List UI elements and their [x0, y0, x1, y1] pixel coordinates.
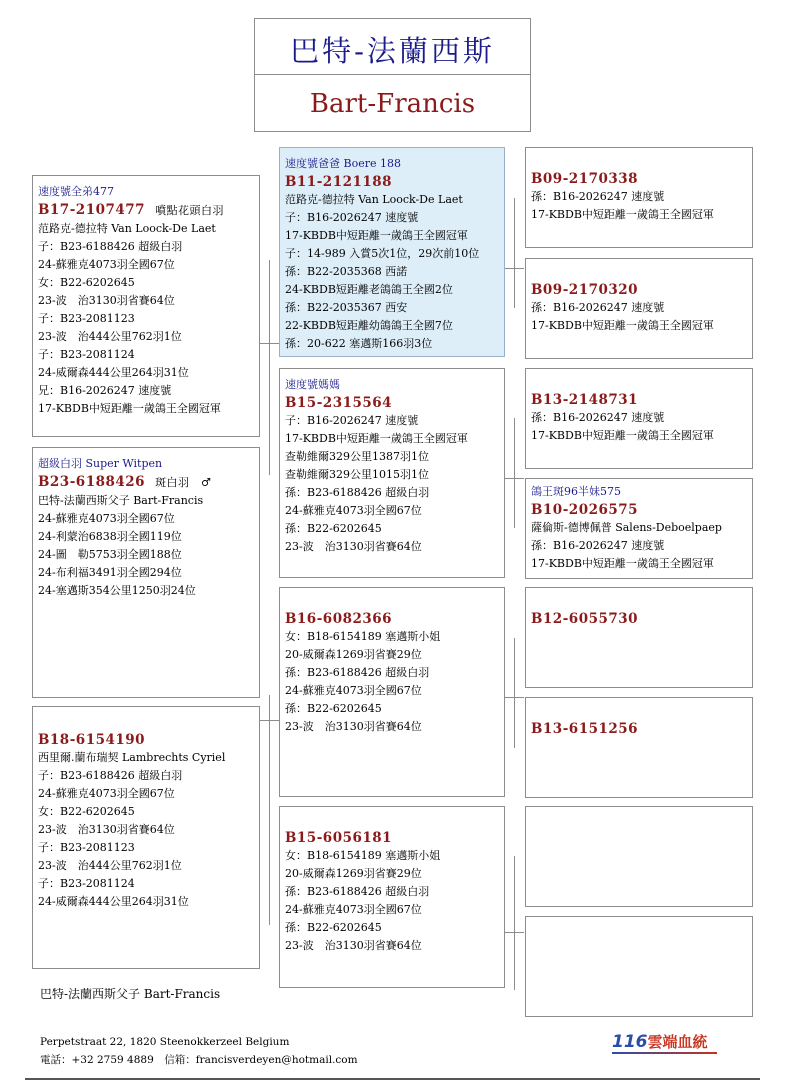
card-line: 17-KBDB中短距離一歲鴿王全國冠軍 — [285, 432, 468, 445]
dam-dam-card — [279, 806, 505, 988]
card-lines — [285, 628, 500, 736]
card-line: 查勒維爾329公里1387羽1位 — [285, 450, 429, 463]
card-line: 孫：B22-2035367 西安 — [285, 301, 408, 314]
card-line: 17-KBDB中短距離一歲鴿王全國冠軍 — [531, 557, 714, 570]
card-lines — [285, 412, 500, 556]
logo-number: 116 — [612, 1032, 648, 1052]
connector — [269, 260, 270, 475]
ring-number: B15-6056181 — [285, 830, 393, 846]
card-line: 孫：B16-2026247 速度號 — [531, 539, 665, 552]
card-line: 孫：B16-2026247 速度號 — [531, 411, 665, 424]
gen3-card-8 — [525, 916, 753, 1017]
ring-number: B18-6154190 — [38, 732, 146, 748]
connector — [514, 638, 515, 748]
ring-number: B17-2107477 噴點花頭白羽 — [38, 202, 225, 218]
ring-number: B09-2170338 — [531, 171, 639, 187]
card-line: 子：B23-2081124 — [38, 348, 135, 361]
gen3-card-2 — [525, 258, 753, 359]
sibling-card — [32, 175, 260, 437]
card-lines — [285, 191, 500, 353]
card-line: 17-KBDB中短距離一歲鴿王全國冠軍 — [285, 229, 468, 242]
card-line: 孫：B23-6188426 超級白羽 — [285, 486, 430, 499]
card-line: 孫：20-622 塞邁斯166羽3位 — [285, 337, 433, 350]
pigeon-color: 噴點花頭白羽 — [155, 204, 225, 217]
card-line: 24-利蒙治6838羽全國119位 — [38, 530, 182, 543]
logo-text: 雲端血統 — [647, 1033, 708, 1051]
gen3-card-4 — [525, 478, 753, 579]
card-line: 孫：B22-6202645 — [285, 921, 382, 934]
card-line: 24-蘇雅克4073羽全國67位 — [285, 504, 422, 517]
card-lines — [38, 492, 255, 600]
card-line: 17-KBDB中短距離一歲鴿王全國冠軍 — [531, 208, 714, 221]
sire-sire-card — [279, 147, 505, 357]
ring-number: B15-2315564 — [285, 395, 393, 411]
card-line: 23-波 治3130羽省賽64位 — [285, 720, 422, 733]
card-line: 兄：B16-2026247 速度號 — [38, 384, 172, 397]
card-line: 女：B22-6202645 — [38, 276, 135, 289]
card-line: 女：B22-6202645 — [38, 805, 135, 818]
gen3-card-3 — [525, 368, 753, 469]
title-chinese: 巴特-法蘭西斯 — [290, 34, 495, 68]
card-line: 子：B23-6188426 超級白羽 — [38, 240, 183, 253]
ring-number: B10-2026575 — [531, 502, 639, 518]
card-line: 23-波 治3130羽省賽64位 — [38, 823, 175, 836]
card-line: 孫：B23-6188426 超級白羽 — [285, 666, 430, 679]
card-line: 子：B23-2081123 — [38, 312, 135, 325]
card-line: 24-威爾森444公里264羽31位 — [38, 366, 189, 379]
ring-number: B09-2170320 — [531, 282, 639, 298]
card-lines — [531, 409, 748, 445]
card-label: 鴿王斑96半妹575 — [531, 485, 621, 498]
card-line: 女：B18-6154189 塞邁斯小姐 — [285, 849, 441, 862]
card-lines — [38, 220, 255, 418]
card-line: 范路克-德拉特 Van Loock-De Laet — [38, 222, 216, 235]
card-line: 孫：B22-6202645 — [285, 522, 382, 535]
bottom-rule — [25, 1078, 760, 1080]
card-line: 22-KBDB短距離幼鴿鴿王全國7位 — [285, 319, 453, 332]
card-label: 速度號全弟477 — [38, 185, 114, 198]
card-line: 孫：B16-2026247 速度號 — [531, 301, 665, 314]
card-line: 17-KBDB中短距離一歲鴿王全國冠軍 — [531, 319, 714, 332]
ring-number: B13-6151256 — [531, 721, 639, 737]
card-lines — [531, 299, 748, 335]
connector — [514, 198, 515, 308]
card-lines — [531, 519, 748, 573]
ring-number: B13-2148731 — [531, 392, 639, 408]
card-line: 子：B23-2081124 — [38, 877, 135, 890]
gen3-card-7 — [525, 806, 753, 907]
card-lines — [285, 847, 500, 955]
card-line: 孫：B22-6202645 — [285, 702, 382, 715]
footer-address: Perpetstraat 22, 1820 Steenokkerzeel Belgium — [40, 1036, 290, 1048]
card-line: 孫：B16-2026247 速度號 — [531, 190, 665, 203]
card-line: 24-蘇雅克4073羽全國67位 — [285, 903, 422, 916]
ring-number: B12-6055730 — [531, 611, 639, 627]
card-line: 子：B23-6188426 超級白羽 — [38, 769, 183, 782]
footer-contact-block — [40, 1033, 358, 1069]
card-line: 17-KBDB中短距離一歲鴿王全國冠軍 — [531, 429, 714, 442]
gen3-card-1 — [525, 147, 753, 248]
card-line: 孫：B22-2035368 西諾 — [285, 265, 408, 278]
card-line: 子：14-989 入賞5次1位，29次前10位 — [285, 247, 480, 260]
subject-card — [32, 447, 260, 698]
card-line: 子：B16-2026247 速度號 — [285, 414, 419, 427]
card-line: 24-威爾森444公里264羽31位 — [38, 895, 189, 908]
connector — [514, 418, 515, 528]
connector — [269, 695, 270, 925]
card-line: 子：B23-2081123 — [38, 841, 135, 854]
card-line: 薩倫斯-德博佩普 Salens-Deboelpaep — [531, 521, 722, 534]
card-line: 23-波 治444公里762羽1位 — [38, 859, 182, 872]
gen3-card-6 — [525, 697, 753, 798]
title-english: Bart-Francis — [309, 89, 476, 119]
card-line: 24-KBDB短距離老鴿鴿王全國2位 — [285, 283, 453, 296]
card-lines — [531, 188, 748, 224]
connector — [514, 856, 515, 990]
gen3-card-5 — [525, 587, 753, 688]
card-lines — [38, 749, 255, 911]
card-label: 超級白羽 Super Witpen — [38, 457, 163, 470]
card-line: 23-波 治444公里762羽1位 — [38, 330, 182, 343]
card-line: 巴特-法蘭西斯父子 Bart-Francis — [38, 494, 204, 507]
card-line: 范路克-德拉特 Van Loock-De Laet — [285, 193, 463, 206]
card-line: 24-蘇雅克4073羽全國67位 — [38, 258, 175, 271]
card-line: 24-布利福3491羽全國294位 — [38, 566, 182, 579]
ring-number: B23-6188426 斑白羽 ♂ — [38, 474, 212, 490]
card-line: 23-波 治3130羽省賽64位 — [285, 540, 422, 553]
card-line: 24-蘇雅克4073羽全國67位 — [38, 787, 175, 800]
card-line: 24-蘇雅克4073羽全國67位 — [38, 512, 175, 525]
brand-logo — [612, 1031, 708, 1052]
footer-owner: 巴特-法蘭西斯父子 Bart-Francis — [40, 987, 221, 1001]
footer-contact: 電話：+32 2759 4889 信箱：francisverdeyen@hotmail.com — [40, 1054, 358, 1066]
card-line: 子：B16-2026247 速度號 — [285, 211, 419, 224]
logo-underline — [612, 1052, 717, 1054]
card-line: 24-圖 勒5753羽全國188位 — [38, 548, 182, 561]
pedigree-header — [254, 18, 531, 132]
card-line: 24-塞邁斯354公里1250羽24位 — [38, 584, 196, 597]
card-line: 24-蘇雅克4073羽全國67位 — [285, 684, 422, 697]
card-label: 速度號爸爸 Boere 188 — [285, 157, 401, 170]
card-line: 17-KBDB中短距離一歲鴿王全國冠軍 — [38, 402, 221, 415]
card-line: 23-波 治3130羽省賽64位 — [38, 294, 175, 307]
card-line: 孫：B23-6188426 超級白羽 — [285, 885, 430, 898]
card-line: 20-威爾森1269羽省賽29位 — [285, 648, 422, 661]
dam-sire-card — [279, 587, 505, 797]
ring-number: B11-2121188 — [285, 174, 393, 190]
card-line: 23-波 治3130羽省賽64位 — [285, 939, 422, 952]
card-line: 查勒維爾329公里1015羽1位 — [285, 468, 429, 481]
ring-number: B16-6082366 — [285, 611, 393, 627]
dam-card — [32, 706, 260, 969]
card-line: 女：B18-6154189 塞邁斯小姐 — [285, 630, 441, 643]
card-label: 速度號媽媽 — [285, 378, 340, 391]
card-line: 20-威爾森1269羽省賽29位 — [285, 867, 422, 880]
title-divider — [255, 74, 530, 75]
sire-dam-card — [279, 368, 505, 578]
pigeon-color: 斑白羽 ♂ — [155, 476, 212, 489]
card-line: 西里爾.蘭布瑞契 Lambrechts Cyriel — [38, 751, 226, 764]
